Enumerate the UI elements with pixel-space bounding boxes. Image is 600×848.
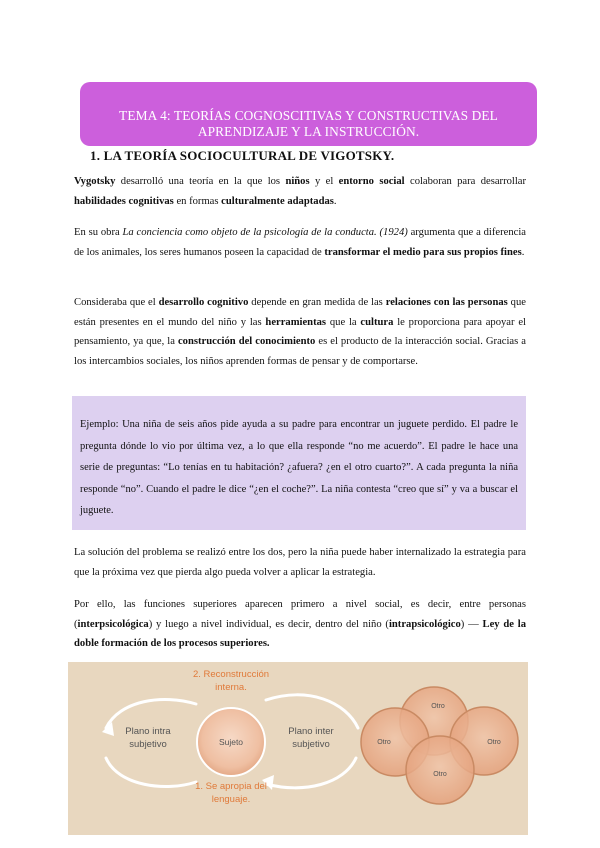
text: es el producto de la interacción social. Gracias a los intercambios sociales, los niños aprenden formas de pensar y de comportarse. (74, 336, 526, 367)
text: en formas (173, 195, 222, 207)
otro-label-right: Otro (487, 739, 501, 746)
right-loop-top-arrow (266, 695, 358, 728)
term-interpsicologica: interpsicológica (77, 618, 149, 630)
example-box (72, 396, 526, 530)
text: colaboran para desarrollar (404, 176, 527, 187)
section-heading: 1. LA TEORÍA SOCIOCULTURAL DE VIGOTSKY. (90, 148, 395, 163)
step1-label-line2: lenguaje. (211, 794, 251, 805)
text: Consideraba que el (74, 297, 159, 308)
left-loop-top-arrow (106, 699, 196, 728)
otro-label-bottom: Otro (433, 771, 447, 778)
term-cultura: cultura (360, 316, 394, 328)
term-ninos: niños (285, 176, 310, 187)
text: . (333, 195, 337, 207)
left-loop-bottom-arrow (106, 758, 196, 787)
text: desarrolló una teoría en la que los (115, 176, 286, 187)
term-relaciones-personas: relaciones con las personas (385, 297, 508, 308)
right-plane-line2: subjetivo (292, 739, 330, 750)
paragraph-solucion (74, 543, 526, 582)
topic-title-line1: TEMA 4: TEORÍAS COGNOSCITIVAS Y CONSTRUCTIVAS DEL (119, 108, 498, 123)
diagram-svg (68, 662, 528, 835)
step1-label-line1: 1. Se apropia del (195, 781, 267, 792)
text: ) — (460, 618, 483, 630)
topic-banner (80, 82, 537, 146)
sujeto-label: Sujeto (218, 737, 244, 747)
text: La solución del problema se realizó entre los dos, pero la niña puede haber internalizado la estrategia para que la próxima vez que pierda algo pueda volver a aplicar la estrategia. (74, 547, 526, 578)
text: le proporciona para apoyar el pensamiento, ya que, la (74, 316, 526, 347)
text: En su obra (74, 227, 123, 238)
text: ) y luego a nivel individual, es decir, dentro del niño ( (148, 618, 389, 630)
term-habilidades-cognitivas: habilidades cognitivas (74, 195, 174, 207)
term-vygotsky: Vygotsky (74, 176, 116, 187)
text: que la (326, 316, 361, 328)
paragraph-funciones-superiores (74, 595, 526, 654)
otro-label-left: Otro (377, 739, 391, 746)
term-herramientas: herramientas (265, 316, 327, 328)
text: depende en gran medida de las (248, 297, 386, 308)
left-plane-line2: subjetivo (129, 739, 167, 750)
text: . (521, 246, 525, 258)
text: y el (309, 176, 339, 187)
right-loop-bottom-arrow (266, 758, 356, 788)
text: argumenta que a diferencia de los animales, los seres humanos poseen la capacidad de (74, 227, 526, 258)
term-desarrollo-cognitivo: desarrollo cognitivo (158, 297, 249, 308)
otro-label-top: Otro (431, 703, 445, 710)
topic-title-line2: APRENDIZAJE Y LA INSTRUCCIÓN. (197, 124, 420, 139)
paragraph-vygotsky-intro (74, 172, 526, 211)
paragraph-obra (74, 223, 526, 262)
text: que están presentes en el mundo del niño y las (74, 297, 526, 328)
step2-label-line1: 2. Reconstrucción (192, 669, 270, 680)
vygotsky-diagram (68, 662, 528, 835)
term-intrapsicologico: intrapsicológico (388, 618, 461, 630)
step2-label-line2: interna. (215, 682, 247, 693)
book-title: La conciencia como objeto de la psicología de la conducta. (1924) (122, 227, 408, 238)
term-culturalmente-adaptadas: culturalmente adaptadas (221, 195, 334, 207)
term-entorno-social: entorno social (338, 176, 405, 187)
text: Por ello, las funciones superiores aparecen primero a nivel social, es decir, entre personas ( (74, 599, 526, 630)
example-text: Ejemplo: Una niña de seis años pide ayuda a su padre para encontrar un juguete perdido. El padre le pregunta dónde lo vio por última vez, a lo que ella responde “no me acuerdo”. El padre le hace una serie de preguntas: “Lo tenías en tu habitación? ¿afuera? ¿en el otro cuarto?”. A cada pregunta la niña responde “no”. Cuando el padre le dice “¿en el coche?”. La niña contesta “creo que sí” y va a buscar el juguete. (80, 419, 518, 517)
term-transformar-medio: transformar el medio para sus propios fines (324, 246, 522, 258)
term-ley-doble-formacion: Ley de la doble formación de los procesos superiores. (74, 618, 526, 649)
left-plane-line1: Plano intra (125, 726, 171, 737)
otro-circle-bottom (406, 736, 474, 804)
paragraph-desarrollo-cognitivo (74, 293, 526, 371)
term-construccion-conocimiento: construcción del conocimiento (177, 336, 316, 347)
right-plane-line1: Plano inter (288, 726, 334, 737)
